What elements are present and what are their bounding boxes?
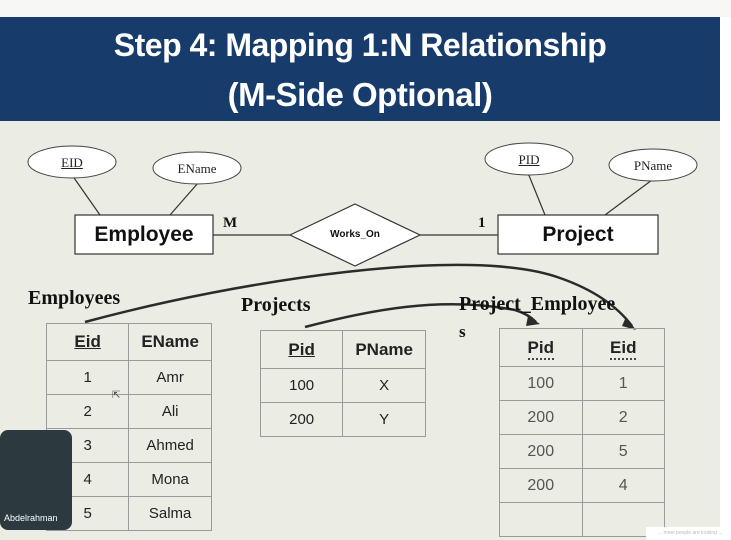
- table-cell: 200: [500, 435, 583, 469]
- employees-header-eid: Eid: [47, 324, 129, 361]
- participant-name: Abdelrahman: [4, 513, 58, 523]
- pname-connector: [605, 180, 652, 215]
- project-employee-table-title: Project_Employee: [459, 293, 616, 315]
- project-entity-label: Project: [542, 223, 614, 246]
- corner-notification: ... meet people are looking ...: [646, 527, 731, 540]
- table-cell: 1: [47, 361, 129, 395]
- table-cell: 3: [47, 429, 129, 463]
- mouse-pointer-icon: ⇱: [112, 390, 121, 401]
- table-cell: 200: [261, 403, 343, 437]
- employee-entity-label: Employee: [94, 223, 194, 246]
- ename-attribute-label: EName: [177, 161, 217, 176]
- table-cell: 2: [47, 395, 129, 429]
- employees-table-title: Employees: [28, 287, 121, 309]
- table-cell: 5: [582, 435, 665, 469]
- eid-attribute-label: EID: [61, 155, 83, 170]
- project-employee-title-wrap: s: [459, 322, 466, 341]
- table-cell: X: [343, 369, 426, 403]
- slide-title: Step 4: Mapping 1:N Relationship: [113, 27, 607, 63]
- eid-connector: [72, 175, 100, 215]
- pid-attribute-label: PID: [518, 152, 540, 167]
- pe-header-pid: Pid: [500, 329, 583, 367]
- table-cell: 1: [582, 367, 665, 401]
- table-cell: 4: [582, 469, 665, 503]
- table-cell: Ahmed: [129, 429, 212, 463]
- table-cell: 5: [47, 497, 129, 531]
- table-cell: 2: [582, 401, 665, 435]
- table-cell: 200: [500, 401, 583, 435]
- table-cell: Mona: [129, 463, 212, 497]
- projects-header-pname: PName: [343, 331, 426, 369]
- cardinality-m: M: [223, 215, 238, 231]
- table-cell: 200: [500, 469, 583, 503]
- ename-connector: [170, 183, 198, 215]
- slide-subtitle: (M-Side Optional): [227, 76, 493, 113]
- table-cell: 100: [500, 367, 583, 401]
- table-cell: 100: [261, 369, 343, 403]
- works-on-label: Works_On: [330, 229, 380, 240]
- table-cell: [500, 503, 583, 537]
- table-cell: Y: [343, 403, 426, 437]
- pname-attribute-label: PName: [633, 158, 673, 173]
- pe-header-eid: Eid: [582, 329, 665, 367]
- pid-connector: [528, 173, 545, 215]
- employees-header-ename: EName: [129, 324, 212, 361]
- table-cell: Ali: [129, 395, 212, 429]
- projects-table: [260, 330, 426, 437]
- cardinality-1: 1: [478, 215, 486, 231]
- projects-header-pid: Pid: [261, 331, 343, 369]
- annotation-arrowhead-pid: [526, 316, 540, 326]
- projects-table-title: Projects: [241, 294, 311, 316]
- table-cell: Salma: [129, 497, 212, 531]
- table-cell: Amr: [129, 361, 212, 395]
- project-employee-table: [499, 328, 665, 537]
- table-cell: 4: [47, 463, 129, 497]
- participant-video-tile[interactable]: [0, 430, 72, 530]
